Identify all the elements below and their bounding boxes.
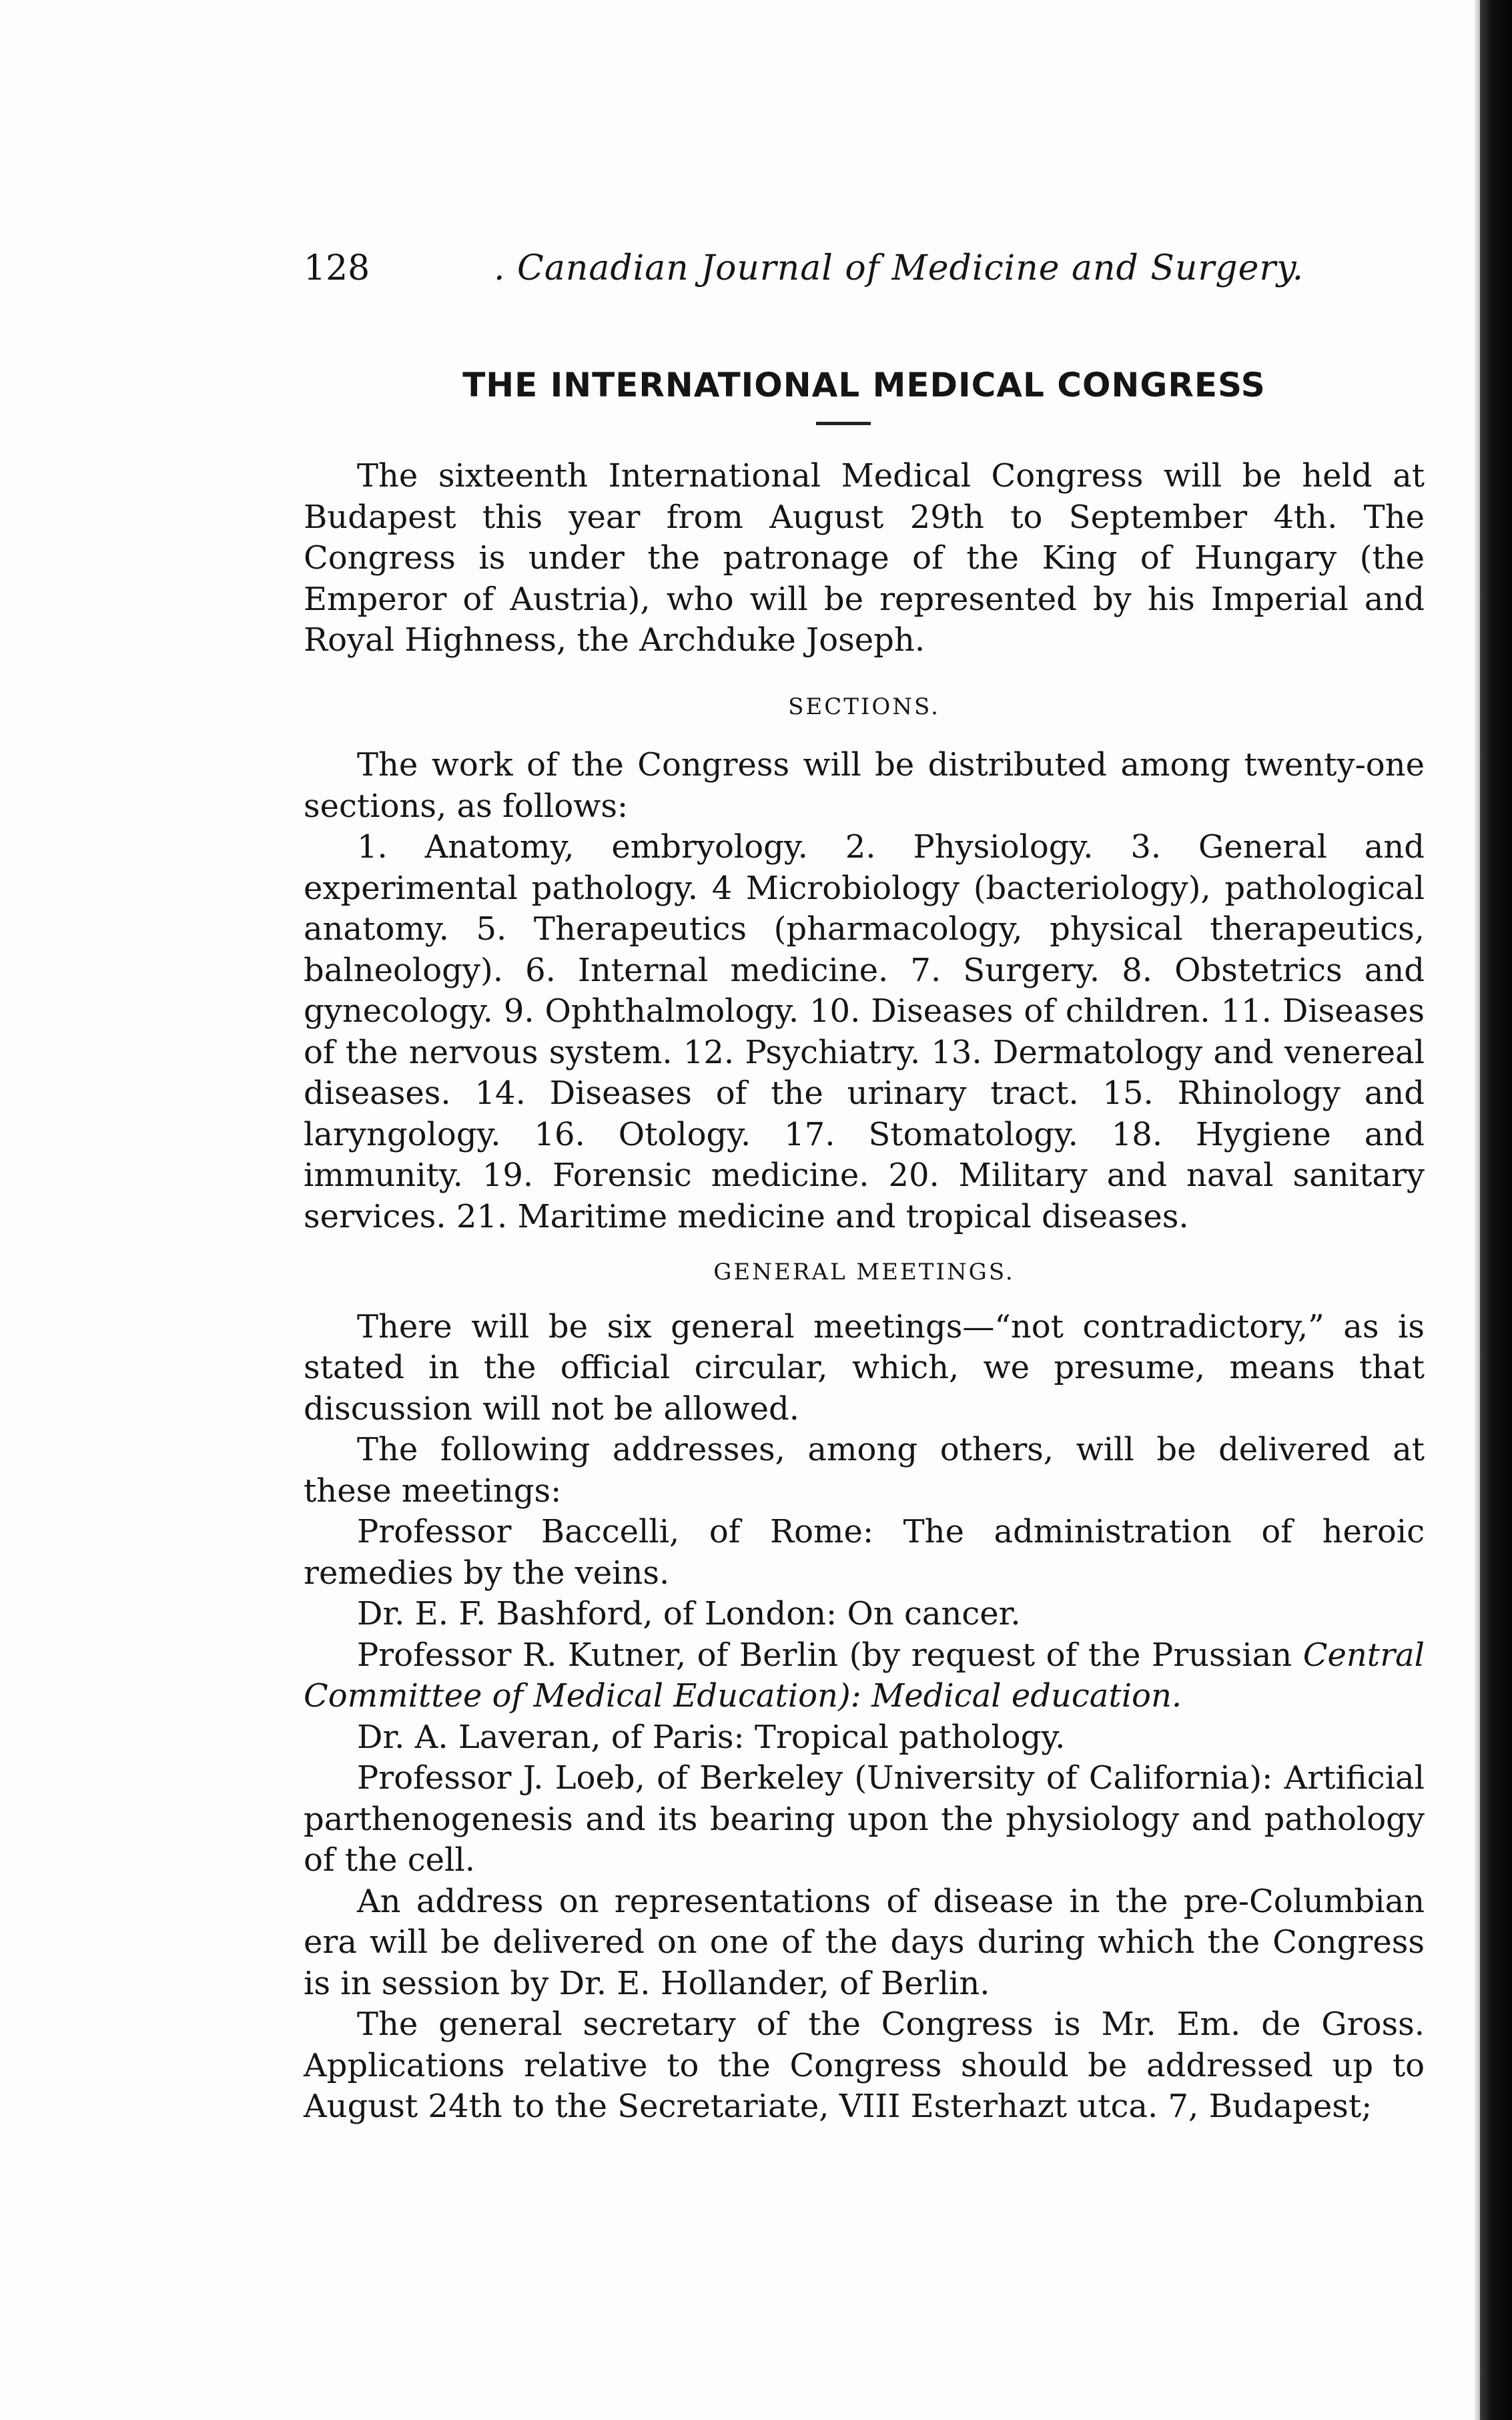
- address-speaker: Dr. A. Laveran, of Paris:: [357, 1718, 745, 1756]
- secretary-paragraph: The general secretary of the Congress is Mr. Em. de Gross. Applications relative to the Congress should be addressed up to August 24th to the Secretariate, VIII Esterhazt utca. 7, Budapest;: [304, 2006, 1425, 2125]
- address-speaker-italic: Central Committee of Medical Education):: [304, 1636, 1425, 1715]
- article-body: [304, 456, 1425, 2128]
- general-meetings-heading: GENERAL MEETINGS.: [713, 1259, 1015, 1285]
- article-title: THE INTERNATIONAL MEDICAL CONGRESS: [462, 366, 1266, 404]
- pre-columbian-paragraph: An address on representations of disease in the pre-Columbian era will be delivered on one of the days during which the Congress is in session by Dr. E. Hollander, of Berlin.: [304, 1882, 1425, 2002]
- address-item: [304, 1512, 1425, 1594]
- sections-heading: SECTIONS.: [788, 693, 940, 720]
- intro-paragraph: The sixteenth International Medical Congress will be held at Budapest this year from August 29th to September 4th. The Congress is under the patronage of the King of Hungary (the Emperor of Austria), who will be represented by his Imperial and Royal Highness, the Archduke Joseph.: [304, 457, 1425, 659]
- address-item: [304, 1635, 1425, 1717]
- general-meetings-paragraph: There will be six general meetings—“not contradictory,” as is stated in the official circular, which, we presume, means that discussion will not be allowed.: [304, 1307, 1425, 1428]
- running-header: [304, 247, 1425, 290]
- address-topic: Artificial parthenogenesis and its bearing upon the physiology and pathology of the cell.: [304, 1759, 1425, 1879]
- sections-intro-paragraph: The work of the Congress will be distributed among twenty-one sections, as follows:: [304, 746, 1425, 825]
- page-number: 128: [304, 248, 370, 288]
- journal-title: . Canadian Journal of Medicine and Surgery.: [494, 248, 1304, 288]
- scan-shadow: [1473, 0, 1480, 2420]
- scanned-page-edge: [1480, 0, 1512, 2420]
- sections-list-paragraph: 1. Anatomy, embryology. 2. Physiology. 3. General and experimental pathology. 4 Microbiology (bacteriology), pathological anatomy. 5. Therapeutics (pharmacology, physical therapeutics, balneology). 6. Internal medicine. 7. Surgery. 8. Obstetrics and gynecology. 9. Ophthalmology. 10. Diseases of children. 11. Diseases of the nervous system. 12. Psychiatry. 13. Dermatology and venereal diseases. 14. Diseases of the urinary tract. 15. Rhinology and laryngology. 16. Otology. 17. Stomatology. 18. Hygiene and immunity. 19. Forensic medicine. 20. Military and naval sanitary services. 21. Maritime medicine and tropical diseases.: [304, 828, 1425, 1235]
- address-topic: Tropical pathology.: [754, 1718, 1066, 1756]
- address-item: [304, 1758, 1425, 1881]
- address-speaker: Professor R. Kutner, of Berlin (by request of the Prussian: [357, 1636, 1292, 1674]
- address-speaker: Professor J. Loeb, of Berkeley (University of California):: [357, 1759, 1273, 1797]
- address-speaker: Professor Baccelli, of Rome:: [357, 1513, 874, 1550]
- addresses-intro-paragraph: The following addresses, among others, will be delivered at these meetings:: [304, 1431, 1425, 1510]
- address-item: [304, 1594, 1425, 1635]
- address-topic: On cancer.: [847, 1595, 1021, 1632]
- title-rule: [816, 422, 871, 425]
- address-topic: The administration of heroic remedies by the veins.: [304, 1513, 1425, 1592]
- address-speaker: Dr. E. F. Bashford, of London:: [357, 1595, 837, 1632]
- address-topic: Medical education.: [871, 1677, 1182, 1715]
- address-item: [304, 1717, 1425, 1759]
